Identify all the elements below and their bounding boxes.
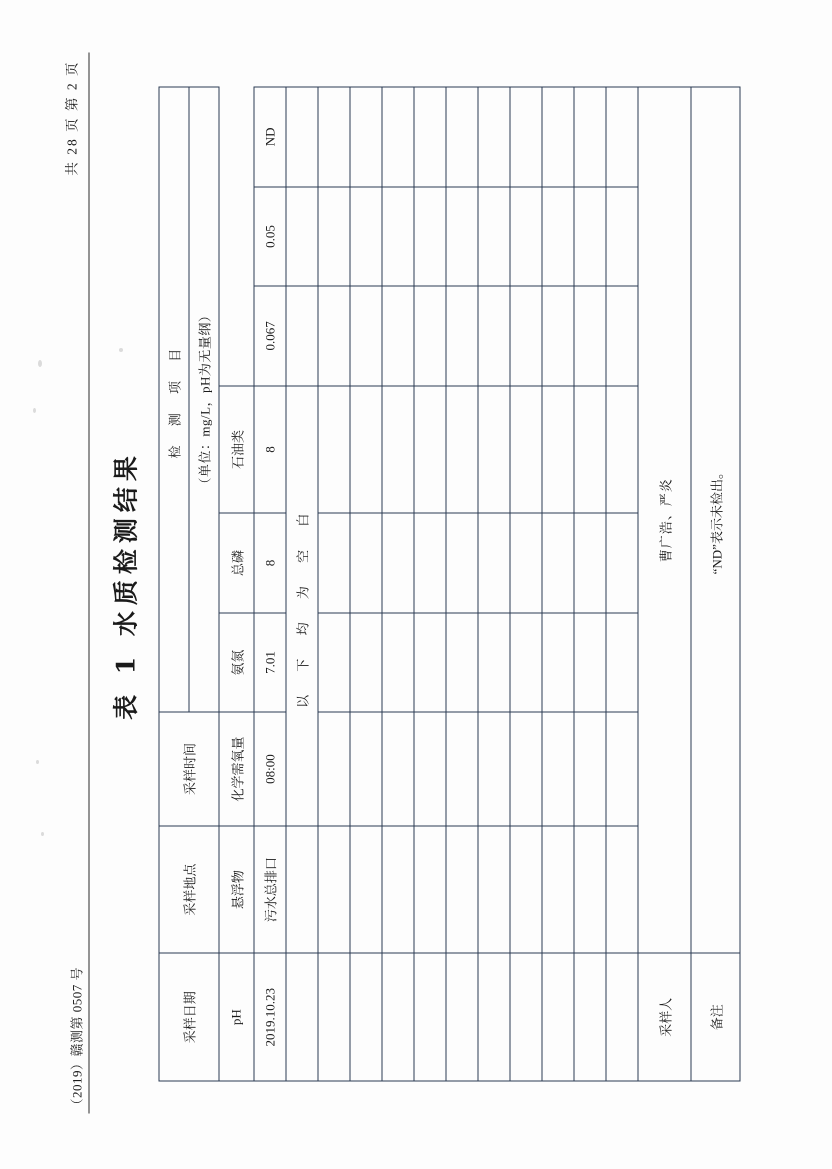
blank-cell <box>446 87 478 187</box>
cell-cod: 8 <box>254 385 286 513</box>
blank-cell <box>382 286 414 385</box>
blank-cell <box>286 186 318 285</box>
blank-cell <box>510 385 542 513</box>
item-header-ph: pH <box>219 953 254 1081</box>
blank-cell <box>542 825 574 953</box>
blank-cell <box>574 953 606 1081</box>
cell-ss: 8 <box>254 513 286 612</box>
blank-cell <box>510 825 542 953</box>
blank-cell <box>446 513 478 612</box>
blank-rows-note: 以 下 均 为 空 白 <box>286 385 318 825</box>
blank-cell <box>606 825 638 953</box>
blank-cell <box>350 953 382 1081</box>
item-header-ss: 悬浮物 <box>219 825 254 953</box>
blank-cell <box>414 186 446 285</box>
blank-cell <box>318 186 350 285</box>
table-row-empty <box>446 87 478 1081</box>
blank-cell <box>350 513 382 612</box>
blank-cell <box>414 612 446 711</box>
blank-cell <box>574 87 606 187</box>
blank-cell <box>606 953 638 1081</box>
table-row-empty <box>542 87 574 1081</box>
table-header-row-items <box>219 87 254 1081</box>
blank-cell <box>478 385 510 513</box>
blank-cell <box>574 385 606 513</box>
blank-cell <box>446 286 478 385</box>
group-header-items: 检 测 项 目 <box>159 87 189 712</box>
blank-cell <box>574 286 606 385</box>
blank-cell <box>510 612 542 711</box>
blank-cell <box>414 825 446 953</box>
cell-ph: 7.01 <box>254 612 286 711</box>
blank-cell <box>318 712 350 826</box>
sampler-row <box>638 87 691 1081</box>
blank-cell <box>510 87 542 187</box>
blank-cell <box>542 87 574 187</box>
blank-cell <box>510 286 542 385</box>
scan-speck <box>41 832 44 836</box>
blank-cell <box>574 712 606 826</box>
col-header-date: 采样日期 <box>159 953 219 1081</box>
blank-cell <box>414 513 446 612</box>
blank-cell <box>446 953 478 1081</box>
blank-cell <box>446 612 478 711</box>
blank-cell <box>478 612 510 711</box>
scan-speck <box>38 360 42 367</box>
blank-cell <box>382 385 414 513</box>
blank-cell <box>350 87 382 187</box>
blank-cell <box>478 513 510 612</box>
blank-cell <box>414 286 446 385</box>
blank-cell <box>350 385 382 513</box>
blank-cell <box>478 825 510 953</box>
page-indicator: 共 28 页 第 2 页 <box>64 60 79 176</box>
scan-speck <box>33 408 36 413</box>
blank-cell <box>574 186 606 285</box>
table-header-row-1 <box>159 87 189 1081</box>
col-header-time: 采样时间 <box>159 712 219 826</box>
table-row-empty <box>478 87 510 1081</box>
item-header-tp: 总磷 <box>219 513 254 612</box>
item-header-oil: 石油类 <box>219 385 254 513</box>
blank-cell <box>542 186 574 285</box>
blank-cell <box>606 286 638 385</box>
blank-cell <box>510 513 542 612</box>
blank-cell <box>542 612 574 711</box>
blank-cell <box>446 385 478 513</box>
blank-cell <box>318 385 350 513</box>
blank-cell <box>414 712 446 826</box>
blank-cell <box>606 186 638 285</box>
table-row-blank-note <box>286 87 318 1081</box>
blank-cell <box>478 186 510 285</box>
blank-cell <box>350 825 382 953</box>
table-row-empty <box>350 87 382 1081</box>
blank-cell <box>318 825 350 953</box>
sampler-label: 采样人 <box>638 953 691 1081</box>
blank-cell <box>606 612 638 711</box>
blank-cell <box>318 286 350 385</box>
blank-cell <box>382 186 414 285</box>
cell-oil: ND <box>254 87 286 187</box>
group-header-unit: （单位：mg/L，pH为无量纲） <box>189 87 219 712</box>
sampler-value: 曹广浩、严炎 <box>638 87 691 953</box>
blank-cell <box>446 825 478 953</box>
remark-row <box>691 87 740 1081</box>
blank-cell <box>542 385 574 513</box>
blank-cell <box>446 186 478 285</box>
blank-cell <box>382 825 414 953</box>
blank-cell <box>574 612 606 711</box>
remark-label: 备注 <box>691 953 740 1081</box>
blank-cell <box>542 286 574 385</box>
blank-cell <box>606 712 638 826</box>
blank-cell <box>478 87 510 187</box>
blank-cell <box>382 87 414 187</box>
blank-cell <box>542 513 574 612</box>
blank-cell <box>574 825 606 953</box>
blank-cell <box>606 87 638 187</box>
table-row-empty <box>574 87 606 1081</box>
table-row-empty <box>382 87 414 1081</box>
blank-cell <box>318 87 350 187</box>
blank-cell <box>382 513 414 612</box>
blank-cell <box>574 513 606 612</box>
blank-cell <box>350 286 382 385</box>
blank-cell <box>478 712 510 826</box>
blank-cell <box>478 286 510 385</box>
table-row-empty <box>414 87 446 1081</box>
water-quality-results-table <box>158 86 740 1081</box>
cell-place: 污水总排口 <box>254 825 286 953</box>
blank-cell <box>446 712 478 826</box>
scan-speck <box>36 760 39 764</box>
blank-cell <box>606 385 638 513</box>
blank-cell <box>318 612 350 711</box>
cell-time: 08:00 <box>254 712 286 826</box>
blank-cell <box>510 186 542 285</box>
item-header-ammonia: 氨氮 <box>219 612 254 711</box>
blank-cell <box>414 87 446 187</box>
blank-cell <box>478 953 510 1081</box>
cell-tp: 0.05 <box>254 186 286 285</box>
blank-cell <box>382 712 414 826</box>
blank-cell <box>510 712 542 826</box>
blank-cell <box>318 513 350 612</box>
cell-ammonia: 0.067 <box>254 286 286 385</box>
blank-cell <box>414 385 446 513</box>
blank-cell <box>542 953 574 1081</box>
document-number: （2019）赣测第 0507 号 <box>69 966 84 1111</box>
blank-cell <box>286 286 318 385</box>
col-header-place: 采样地点 <box>159 825 219 953</box>
blank-cell <box>510 953 542 1081</box>
page-title: 表 1 水质检测结果 <box>111 449 140 720</box>
scan-speck <box>119 348 123 352</box>
blank-cell <box>350 712 382 826</box>
blank-cell <box>350 186 382 285</box>
blank-cell <box>318 953 350 1081</box>
blank-cell <box>414 953 446 1081</box>
table-row-empty <box>606 87 638 1081</box>
cell-date: 2019.10.23 <box>254 953 286 1081</box>
table-row-empty <box>318 87 350 1081</box>
table-row-empty <box>510 87 542 1081</box>
header-divider <box>88 52 89 1113</box>
blank-cell <box>286 825 318 953</box>
item-header-cod: 化学需氧量 <box>219 712 254 826</box>
results-table-container <box>158 86 740 1081</box>
blank-cell <box>286 953 318 1081</box>
blank-cell <box>382 953 414 1081</box>
blank-cell <box>606 513 638 612</box>
blank-cell <box>382 612 414 711</box>
table-row <box>254 87 286 1081</box>
blank-cell <box>350 612 382 711</box>
blank-cell <box>542 712 574 826</box>
blank-cell <box>286 87 318 187</box>
remark-value: “ND”表示未检出。 <box>691 87 740 953</box>
